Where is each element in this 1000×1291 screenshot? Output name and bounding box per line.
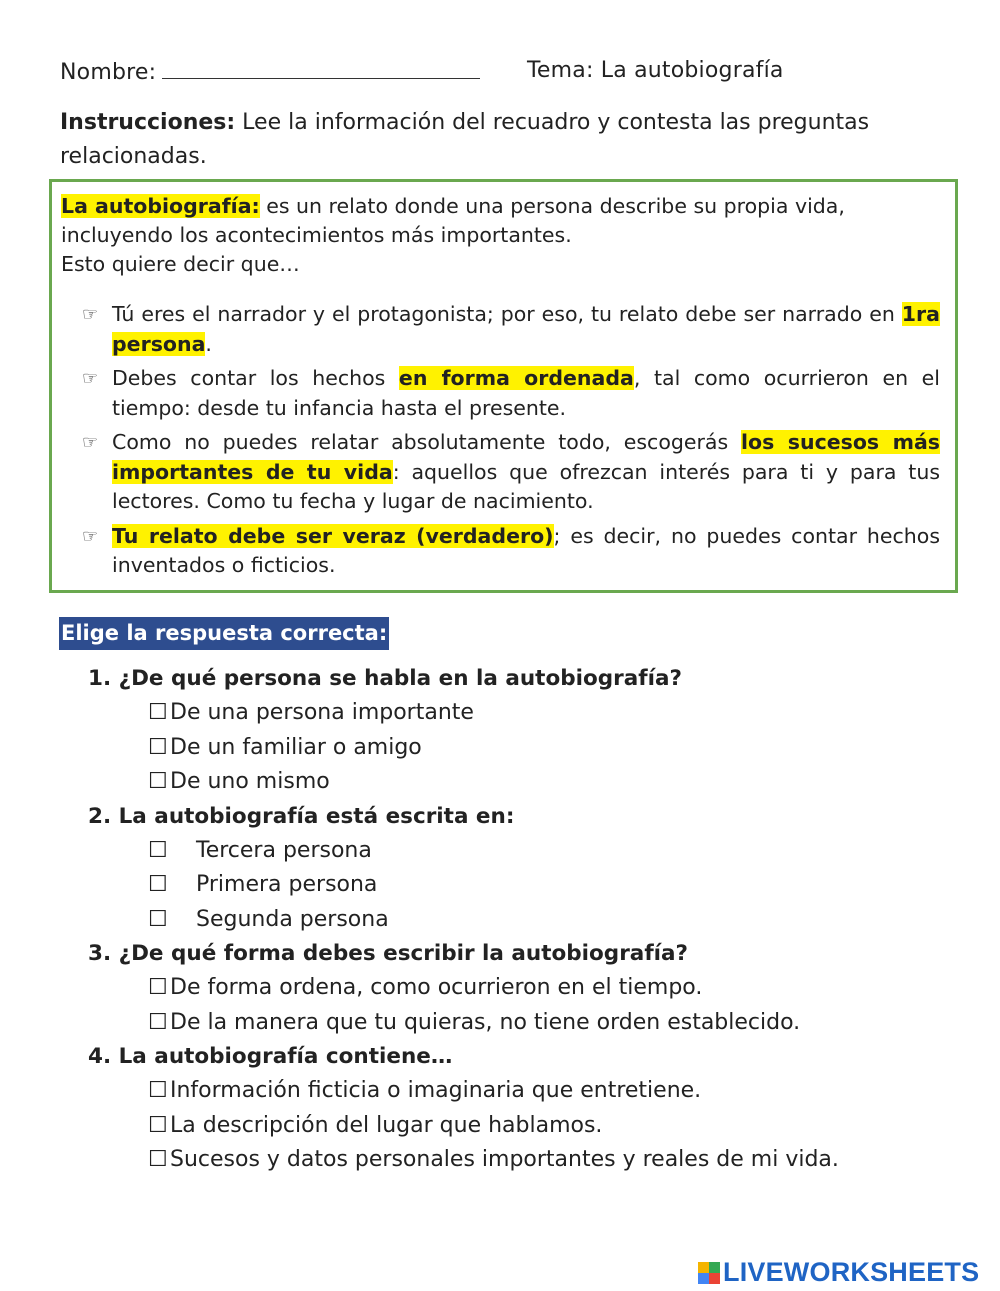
option-row[interactable]	[148, 834, 968, 869]
option-row[interactable]	[148, 971, 968, 1006]
question-3: 3. ¿De qué forma debes escribir la autobiografía?	[88, 941, 689, 966]
option-row[interactable]	[148, 696, 968, 731]
tema-title: Tema: La autobiografía	[527, 58, 784, 83]
intro-text: Esto quiere decir que…	[61, 252, 300, 276]
checkbox[interactable]: ☐	[148, 837, 168, 863]
option-label: La descripción del lugar que hablamos.	[170, 1112, 603, 1138]
option-label: De la manera que tu quieras, no tiene orden establecido.	[170, 1009, 801, 1035]
bullet-text-end: ; es decir, no puedes contar hechos inventados o ficticios.	[112, 523, 940, 577]
checkbox[interactable]: ☐	[148, 872, 168, 897]
checkbox[interactable]: ☐	[148, 769, 168, 794]
nombre-label: Nombre:	[60, 60, 157, 85]
checkbox[interactable]: ☐	[148, 1112, 168, 1138]
pointing-hand-icon: ☞	[82, 304, 99, 325]
nombre-input-line[interactable]	[162, 58, 480, 79]
bullet-highlight: Tu relato debe ser veraz (verdadero)	[112, 523, 554, 548]
bullet-text-end: .	[205, 331, 212, 356]
option-row[interactable]	[148, 1143, 968, 1178]
bullet-highlight: los sucesos más importantes de tu vida	[112, 430, 941, 484]
bullet-text: Tú eres el narrador y el protagonista; por eso, tu relato debe ser narrado en	[112, 302, 902, 326]
checkbox[interactable]: ☐	[148, 1147, 168, 1172]
term-highlight: La autobiografía:	[61, 194, 260, 218]
option-row[interactable]	[148, 1074, 968, 1109]
bullet-item	[84, 364, 940, 423]
bullet-text-end: : aquellos que ofrezcan interés para ti y para tus lectores. Como tu fecha y lugar de nacimiento.	[112, 459, 941, 513]
definition-text: es un relato donde una persona describe su propia vida, incluyendo los acontecimientos más importantes.	[61, 194, 845, 247]
instructions-text: Lee la información del recuadro y contesta las preguntas relacionadas.	[60, 110, 870, 169]
option-label: De un familiar o amigo	[170, 734, 422, 760]
instructions	[60, 106, 880, 174]
checkbox[interactable]: ☐	[148, 1009, 168, 1035]
option-label: De una persona importante	[170, 700, 474, 725]
liveworksheets-logo	[698, 1257, 979, 1288]
bullet-highlight: 1ra persona	[112, 302, 940, 356]
info-box	[49, 179, 958, 593]
section-title: Elige la respuesta correcta:	[59, 617, 389, 650]
header-row	[60, 58, 784, 85]
instructions-label: Instrucciones:	[60, 110, 236, 135]
bullet-text-end: , tal como ocurrieron en el tiempo: desde tu infancia hasta el presente.	[112, 366, 940, 420]
pointing-hand-icon: ☞	[82, 368, 99, 389]
bullet-item	[84, 522, 940, 581]
checkbox[interactable]: ☐	[148, 1078, 168, 1103]
checkbox[interactable]: ☐	[148, 734, 168, 760]
pointing-hand-icon: ☞	[82, 525, 99, 547]
pointing-hand-icon: ☞	[82, 432, 99, 453]
option-row[interactable]	[148, 765, 968, 800]
option-row[interactable]	[148, 903, 968, 938]
logo-text: LIVEWORKSHEETS	[723, 1257, 980, 1287]
bullet-text: Como no puedes relatar absolutamente todo, escogerás	[112, 430, 742, 454]
bullet-highlight: en forma ordenada	[398, 366, 634, 390]
bullet-text: Debes contar los hechos	[112, 366, 399, 390]
question-4: 4. La autobiografía contiene…	[88, 1044, 453, 1069]
logo-mark-icon	[698, 1262, 720, 1284]
checkbox[interactable]: ☐	[148, 975, 168, 1000]
bullet-item	[84, 300, 940, 359]
option-label: Sucesos y datos personales importantes y reales de mi vida.	[170, 1147, 839, 1172]
option-label: Información ficticia o imaginaria que entretiene.	[170, 1078, 702, 1103]
box-intro	[61, 192, 941, 279]
checkbox[interactable]: ☐	[148, 906, 168, 932]
questions	[88, 662, 968, 1178]
option-label: Segunda persona	[196, 906, 389, 932]
option-row[interactable]	[148, 868, 968, 903]
option-row[interactable]	[148, 1006, 968, 1041]
question-1: 1. ¿De qué persona se habla en la autobiografía?	[88, 666, 682, 691]
bullet-list	[84, 300, 940, 586]
option-label: Tercera persona	[196, 837, 372, 863]
option-label: De uno mismo	[170, 769, 330, 794]
option-label: De forma ordena, como ocurrieron en el tiempo.	[170, 975, 703, 1000]
question-2: 2. La autobiografía está escrita en:	[88, 803, 515, 829]
option-row[interactable]	[148, 1109, 968, 1144]
option-label: Primera persona	[196, 872, 378, 897]
option-row[interactable]	[148, 731, 968, 766]
checkbox[interactable]: ☐	[148, 700, 168, 725]
bullet-item	[84, 428, 940, 517]
